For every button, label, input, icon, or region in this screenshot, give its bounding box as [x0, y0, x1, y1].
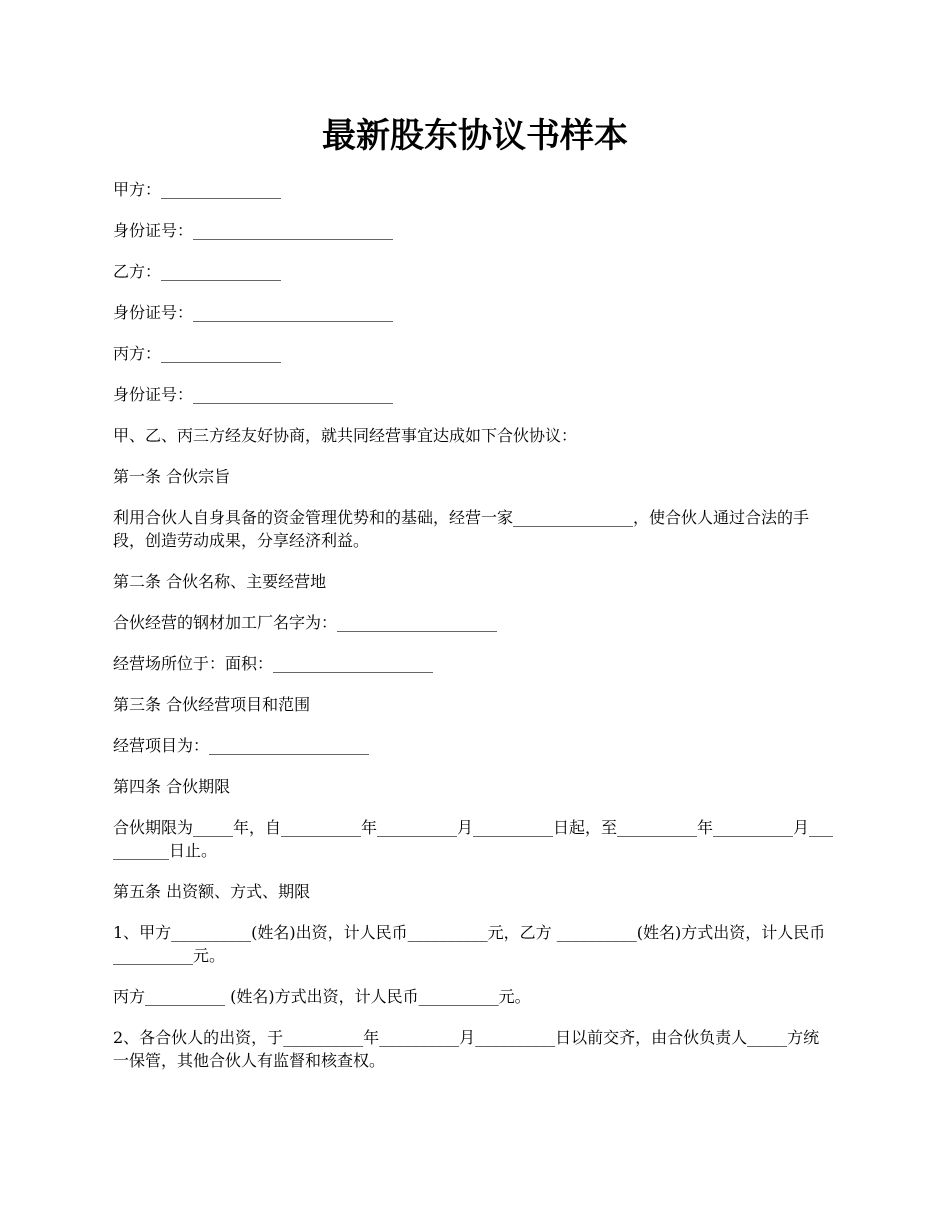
article-5-clause-1-cont: 丙方__________ (姓名)方式出资，计人民币__________元。	[113, 987, 531, 1006]
article-5-heading: 第五条 出资额、方式、期限	[113, 882, 311, 901]
article-4-heading: 第四条 合伙期限	[113, 777, 231, 796]
document-body	[113, 178, 833, 1090]
article-4-text: 合伙期限为_____年，自__________年__________月__________日起，至__________年__________月__________日止。	[113, 818, 834, 860]
party-b-id-line: 身份证号：_________________________	[113, 303, 394, 322]
article-1-text: 利用合伙人自身具备的资金管理优势和的基础，经营一家_______________，使合伙人通过合法的手段，创造劳动成果，分享经济利益。	[113, 508, 810, 550]
article-2-heading: 第二条 合伙名称、主要经营地	[113, 572, 327, 591]
article-5-clause-1: 1、甲方__________(姓名)出资，计人民币__________元，乙方 __________(姓名)方式出资，计人民币__________元。	[113, 923, 826, 965]
party-b-line: 乙方：_______________	[113, 262, 282, 281]
party-c-id-line: 身份证号：_________________________	[113, 385, 394, 404]
article-2-location-line: 经营场所位于：面积：____________________	[113, 654, 434, 673]
article-2-name-line: 合伙经营的钢材加工厂名字为：____________________	[113, 613, 498, 632]
document-title: 最新股东协议书样本	[322, 116, 628, 156]
article-3-heading: 第三条 合伙经营项目和范围	[113, 695, 311, 714]
article-5-clause-2: 2、各合伙人的出资，于__________年__________月__________日以前交齐，由合伙负责人_____方统一保管，其他合伙人有监督和核查权。	[113, 1028, 820, 1070]
party-a-id-line: 身份证号：_________________________	[113, 221, 394, 240]
party-c-line: 丙方：_______________	[113, 344, 282, 363]
article-3-text: 经营项目为：____________________	[113, 736, 370, 755]
party-a-line: 甲方：_______________	[113, 180, 282, 199]
article-1-heading: 第一条 合伙宗旨	[113, 467, 231, 486]
preamble: 甲、乙、丙三方经友好协商，就共同经营事宜达成如下合伙协议：	[113, 426, 578, 445]
